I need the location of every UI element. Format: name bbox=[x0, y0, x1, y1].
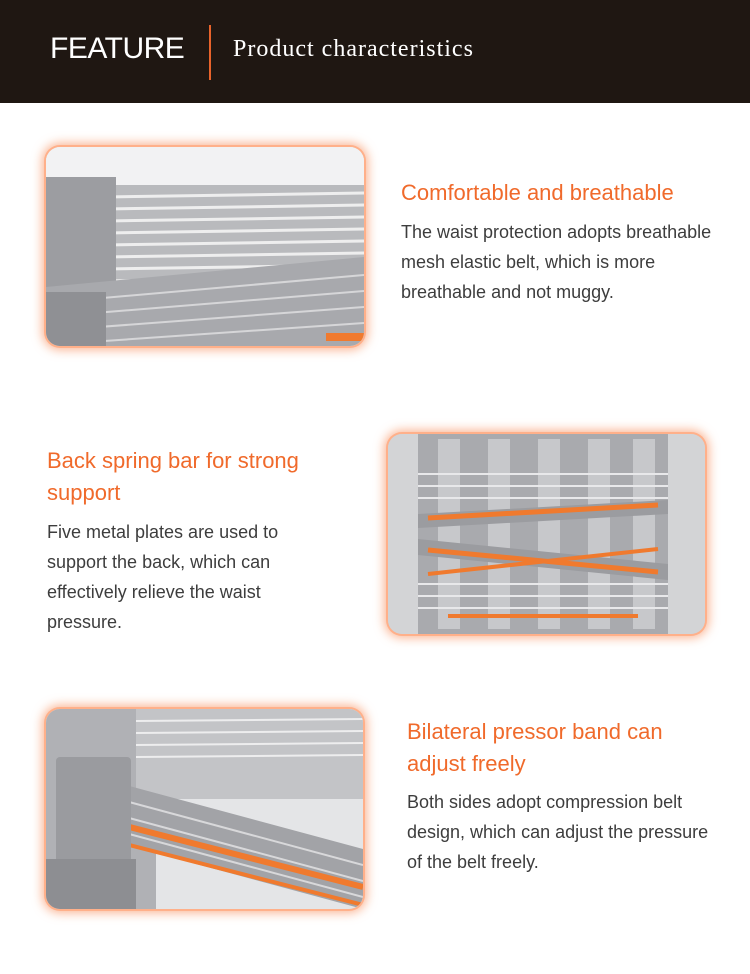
breathable-mesh-photo bbox=[46, 147, 364, 346]
feature-1-title: Comfortable and breathable bbox=[401, 180, 674, 205]
feature-2-description: Five metal plates are used to support the back, which can effectively relieve the waist pressure. bbox=[47, 522, 279, 632]
feature-3-title: Bilateral pressor band can adjust freely bbox=[407, 719, 663, 776]
feature-label: FEATURE bbox=[50, 32, 185, 65]
back-support-photo bbox=[388, 434, 705, 634]
header-banner bbox=[0, 0, 750, 103]
header-subtitle: Product characteristics bbox=[233, 36, 474, 62]
back-belt-illustration bbox=[388, 434, 705, 634]
pressor-band-photo bbox=[46, 709, 363, 909]
side-band-illustration bbox=[46, 709, 363, 909]
header-divider bbox=[209, 25, 211, 80]
feature-2-title: Back spring bar for strong support bbox=[47, 448, 299, 505]
feature-3-description: Both sides adopt compression belt design, which can adjust the pressure of the belt freely. bbox=[407, 792, 709, 872]
mesh-belt-illustration bbox=[46, 147, 364, 346]
feature-1-description: The waist protection adopts breathable mesh elastic belt, which is more breathable and not muggy. bbox=[401, 222, 712, 302]
